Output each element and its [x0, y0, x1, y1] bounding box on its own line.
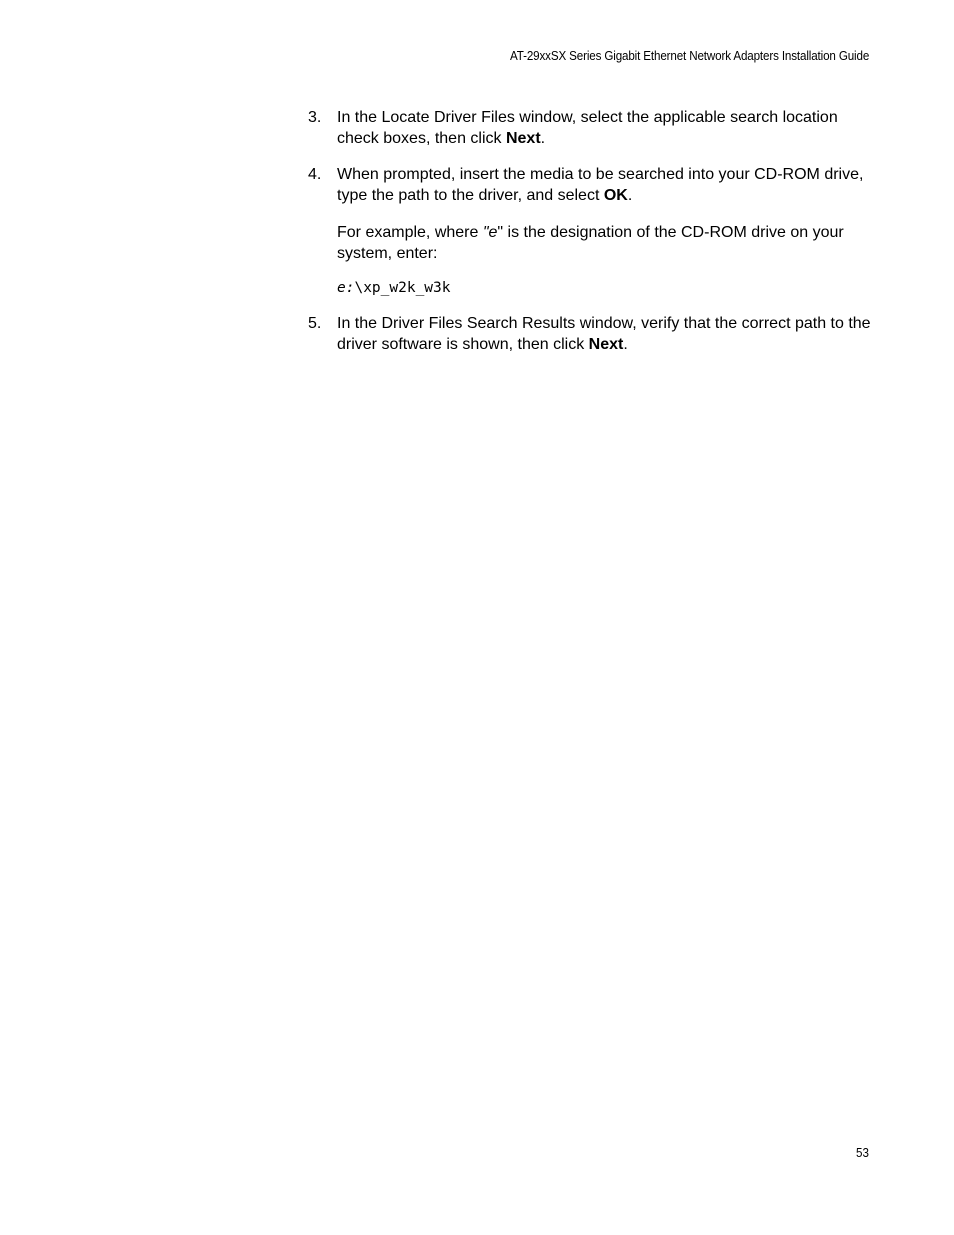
note-text-end: " is the designation of the CD-ROM drive on your system, enter:	[337, 224, 844, 262]
next-button-reference: Next	[505, 129, 541, 147]
step-text-end: .	[623, 335, 628, 353]
instruction-list	[308, 108, 878, 371]
step-number: 3.	[308, 109, 322, 126]
running-header: AT-29xxSX Series Gigabit Ethernet Network Adapters Installation Guide	[509, 49, 869, 63]
step-4	[308, 165, 878, 298]
step-text	[337, 314, 878, 355]
ok-button-reference: OK	[603, 186, 628, 204]
step-number: 5.	[308, 315, 322, 332]
note-text-start: For example, where	[337, 224, 483, 241]
example-note	[337, 223, 878, 264]
next-button-reference: Next	[588, 335, 624, 353]
drive-variable: e:	[337, 280, 355, 296]
driver-path-code	[337, 278, 878, 298]
page-number: 53	[856, 1146, 869, 1160]
driver-path: \xp_w2k_w3k	[354, 280, 451, 296]
step-text-body: In the Driver Files Search Results window, verify that the correct path to the driver software is shown, then click	[337, 315, 871, 353]
step-text	[337, 165, 878, 206]
step-text	[337, 108, 878, 149]
step-text-body: When prompted, insert the media to be searched into your CD-ROM drive, type the path to the driver, and select	[337, 166, 864, 204]
step-text-end: .	[627, 186, 633, 204]
step-5	[308, 314, 878, 355]
step-number: 4.	[308, 166, 322, 183]
step-3	[308, 108, 878, 149]
step-text-end: .	[540, 129, 546, 147]
drive-letter-variable: "e	[482, 224, 498, 241]
step-text-body: In the Locate Driver Files window, select the applicable search location check boxes, then click	[337, 109, 838, 147]
